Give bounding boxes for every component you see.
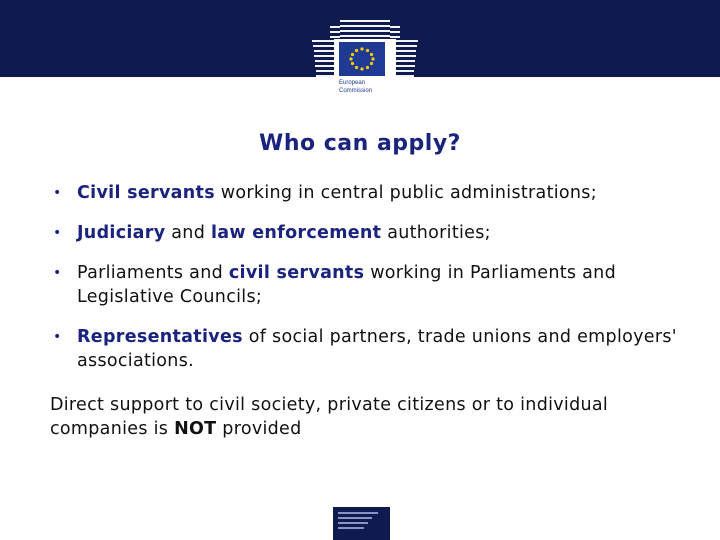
- bullet-icon: •: [53, 265, 62, 281]
- bold-phrase: civil servants: [228, 263, 365, 283]
- bold-phrase: law enforcement: [210, 223, 382, 243]
- text-run: authorities;: [381, 223, 491, 243]
- badge-line: [338, 527, 364, 529]
- list-item: [52, 181, 692, 205]
- text-run: and: [165, 223, 211, 243]
- neighbourhood-enlargement-badge-icon: [333, 507, 390, 540]
- eligibility-list: [52, 181, 692, 389]
- text-run: provided: [216, 419, 302, 439]
- european-commission-logo: [310, 12, 420, 100]
- list-item: [52, 325, 692, 373]
- list-item: [52, 221, 692, 245]
- text-run: working in Parliaments and Legislative Councils;: [77, 263, 616, 307]
- bold-phrase: Judiciary: [77, 223, 166, 243]
- bold-phrase: Civil servants: [77, 183, 215, 203]
- logo-text-commission: Commission: [339, 88, 373, 94]
- closing-statement: [50, 393, 690, 441]
- text-run: Direct support to civil society, private citizens or to individual companies is: [50, 395, 609, 439]
- slide-title: Who can apply?: [259, 131, 461, 156]
- bullet-icon: •: [53, 225, 62, 241]
- text-run: of social partners, trade unions and employers' associations.: [77, 327, 677, 371]
- bullet-icon: •: [53, 185, 62, 201]
- emphasis-not: NOT: [174, 419, 217, 439]
- logo-text-european: European: [339, 80, 366, 86]
- bullet-icon: •: [53, 329, 62, 345]
- text-run: working in central public administrations;: [214, 183, 597, 203]
- bold-phrase: Representatives: [77, 327, 243, 347]
- berlaymont-logo-icon: [310, 12, 420, 100]
- text-run: Parliaments and: [77, 263, 229, 283]
- badge-line: [338, 522, 368, 524]
- badge-line: [338, 512, 378, 514]
- badge-line: [338, 517, 372, 519]
- list-item: [52, 261, 692, 309]
